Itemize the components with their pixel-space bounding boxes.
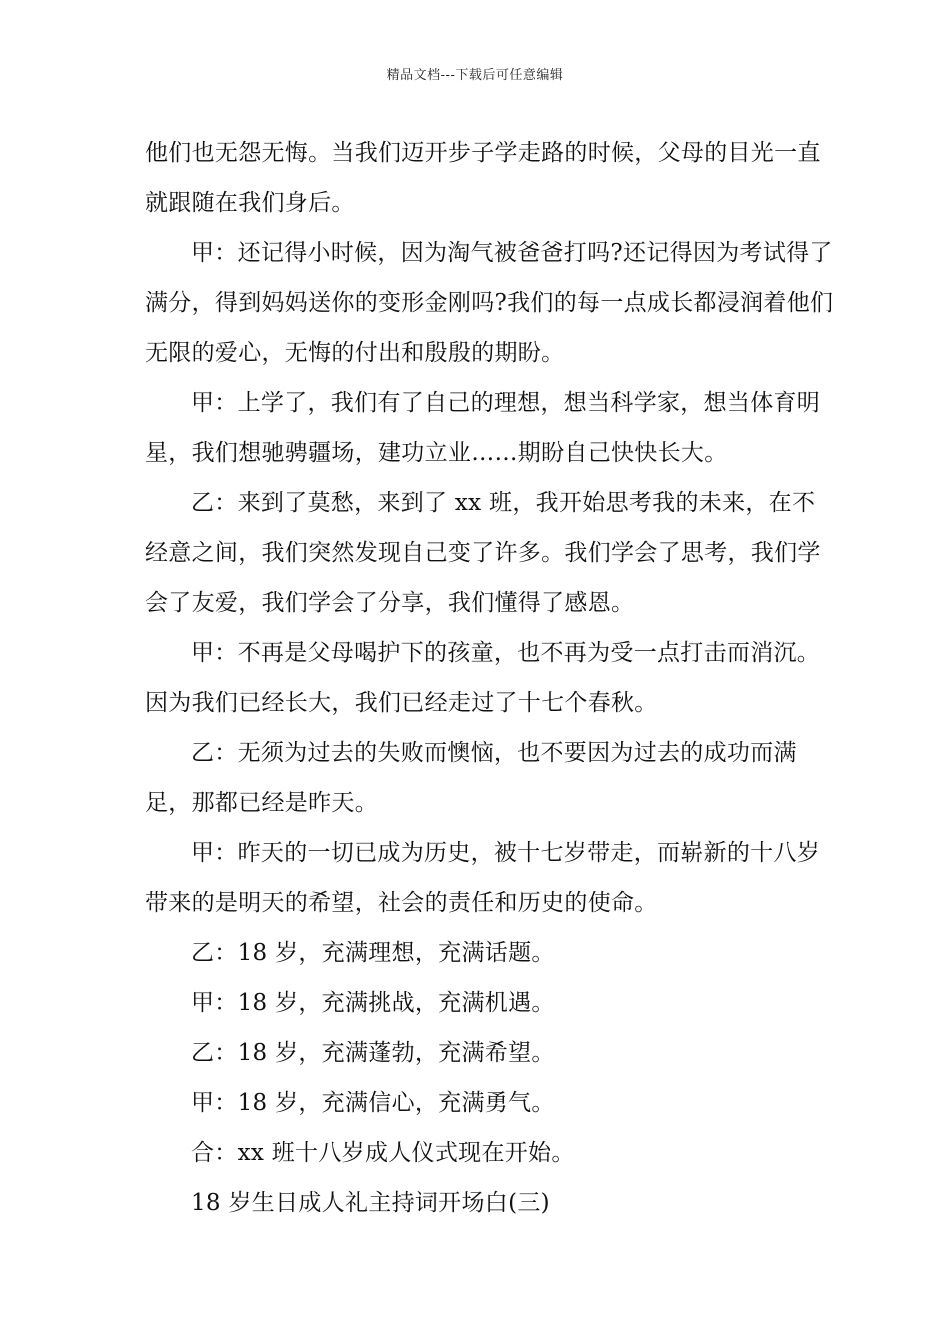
paragraph-2: 甲：还记得小时候，因为淘气被爸爸打吗?还记得因为考试得了满分，得到妈妈送你的变形金刚吗?我们的每一点成长都浸润着他们无限的爱心，无悔的付出和殷殷的期盼。 [145,240,834,366]
document-body [145,128,835,1228]
paragraph-10: 乙：18 岁，充满蓬勃，充满希望。 [191,1040,555,1066]
paragraph-5: 甲：不再是父母喝护下的孩童，也不再为受一点打击而消沉。因为我们已经长大，我们已经走过了十七个春秋。 [145,640,821,716]
paragraph-8: 乙：18 岁，充满理想，充满话题。 [191,940,555,966]
paragraph-9: 甲：18 岁，充满挑战，充满机遇。 [191,990,555,1016]
paragraph-11: 甲：18 岁，充满信心，充满勇气。 [191,1090,555,1116]
paragraph-6: 乙：无须为过去的失败而懊恼，也不要因为过去的成功而满足，那都已经是昨天。 [145,740,797,816]
paragraph-3: 甲：上学了，我们有了自己的理想，想当科学家，想当体育明星，我们想驰骋疆场，建功立业……期盼自己快快长大。 [145,390,821,466]
paragraph-4: 乙：来到了莫愁，来到了 xx 班，我开始思考我的未来，在不经意之间，我们突然发现自己变了许多。我们学会了思考，我们学会了友爱，我们学会了分享，我们懂得了感恩。 [145,490,821,616]
paragraph-12: 合：xx 班十八岁成人仪式现在开始。 [191,1140,575,1166]
section-heading: 18 岁生日成人礼主持词开场白(三) [191,1190,550,1216]
page-header: 精品文档---下载后可任意编辑 [386,68,564,83]
paragraph-7: 甲：昨天的一切已成为历史，被十七岁带走，而崭新的十八岁带来的是明天的希望，社会的责任和历史的使命。 [145,840,821,916]
paragraph-1: 他们也无怨无悔。当我们迈开步子学走路的时候，父母的目光一直就跟随在我们身后。 [145,140,821,216]
